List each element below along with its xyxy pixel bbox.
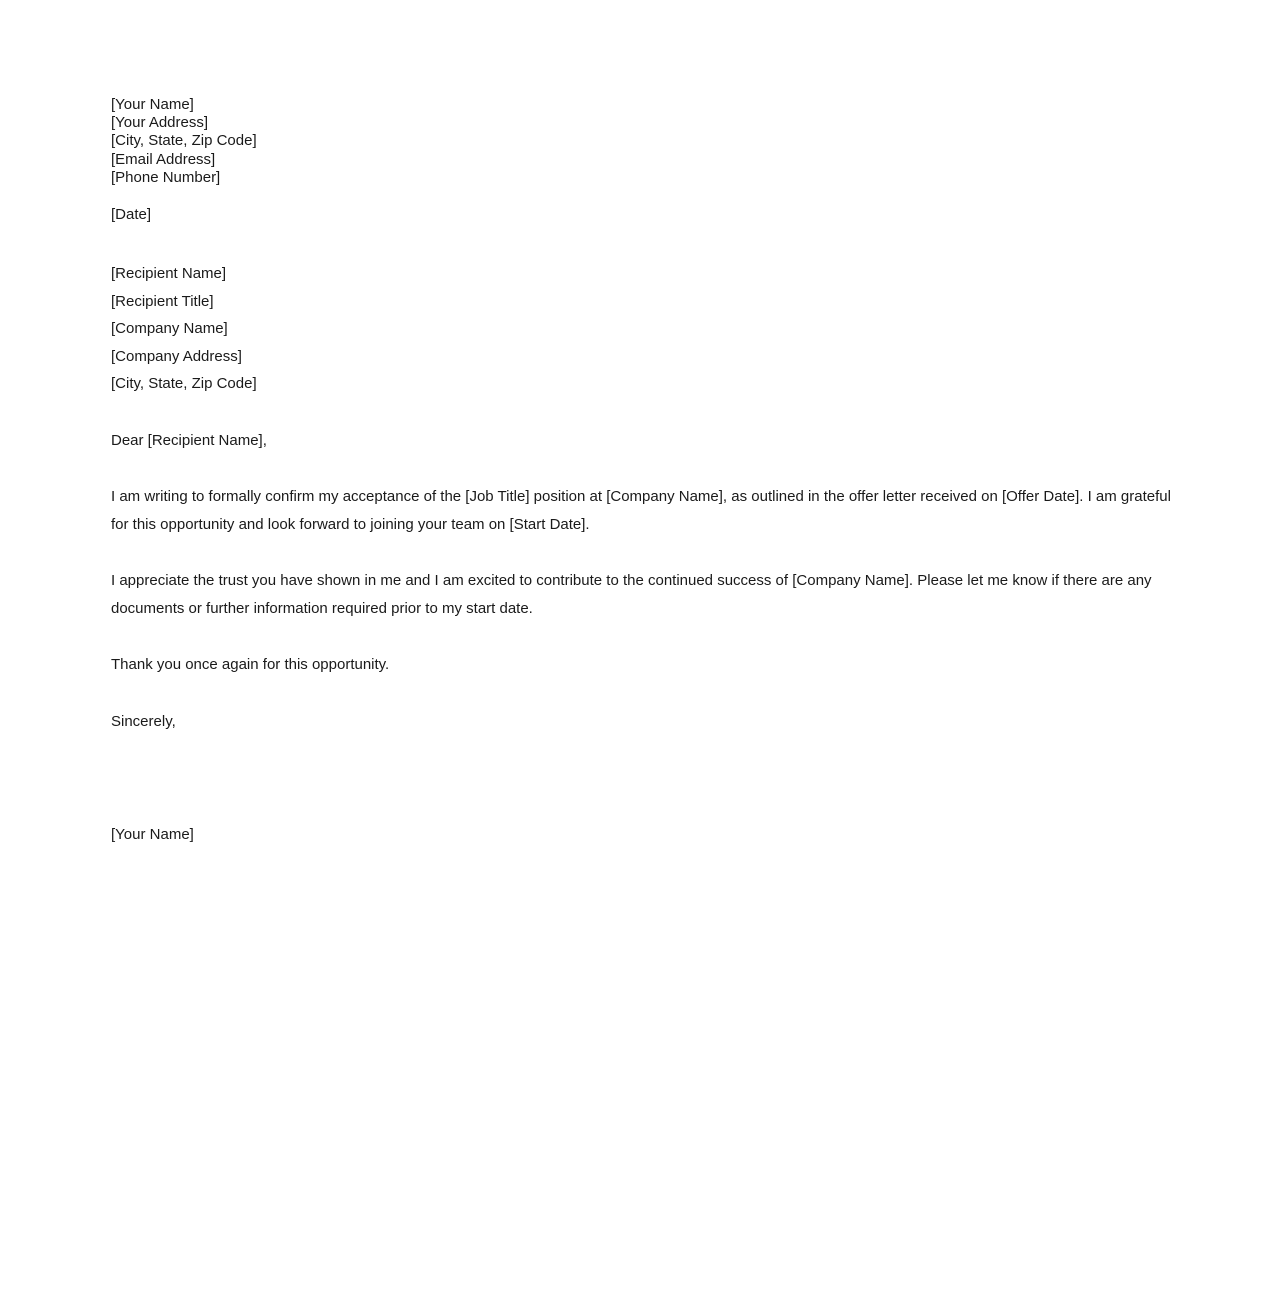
recipient-company-address: [Company Address] (111, 347, 242, 365)
sender-email: [Email Address] (111, 150, 216, 168)
sender-name: [Your Name] (111, 96, 194, 113)
recipient-company-name: [Company Name] (111, 320, 228, 338)
recipient-name: [Recipient Name] (111, 265, 227, 283)
recipient-title: [Recipient Title] (111, 292, 214, 310)
sender-city-state-zip: [City, State, Zip Code] (111, 132, 257, 150)
date-block (111, 206, 1171, 224)
recipient-city-state-zip: [City, State, Zip Code] (111, 375, 257, 393)
body-paragraph-2: I appreciate the trust you have shown in me and I am excited to contribute to the continued success of [Company Name]. Please let me know if there are any documents or further information required prior to my start date. (111, 572, 1152, 617)
body-paragraph-3: Thank you once again for this opportunity. (111, 656, 390, 674)
recipient-address-block (111, 260, 1171, 398)
sender-address-block (111, 96, 1171, 187)
sender-phone: [Phone Number] (111, 168, 221, 186)
sender-street-address: [Your Address] (111, 114, 209, 132)
closing-salutation: Sincerely, (111, 712, 176, 730)
letter-date: [Date] (111, 206, 152, 224)
signature-name: [Your Name] (111, 826, 194, 844)
letter-body (111, 96, 1171, 849)
signature-space (111, 735, 1171, 821)
salutation: Dear [Recipient Name], (111, 431, 267, 449)
body-paragraph-1: I am writing to formally confirm my acceptance of the [Job Title] position at [Company Name], as outlined in the offer letter received on [Offer Date]. I am grateful for this opportunity and look forward to joining your team on [Start Date]. (111, 488, 1171, 533)
